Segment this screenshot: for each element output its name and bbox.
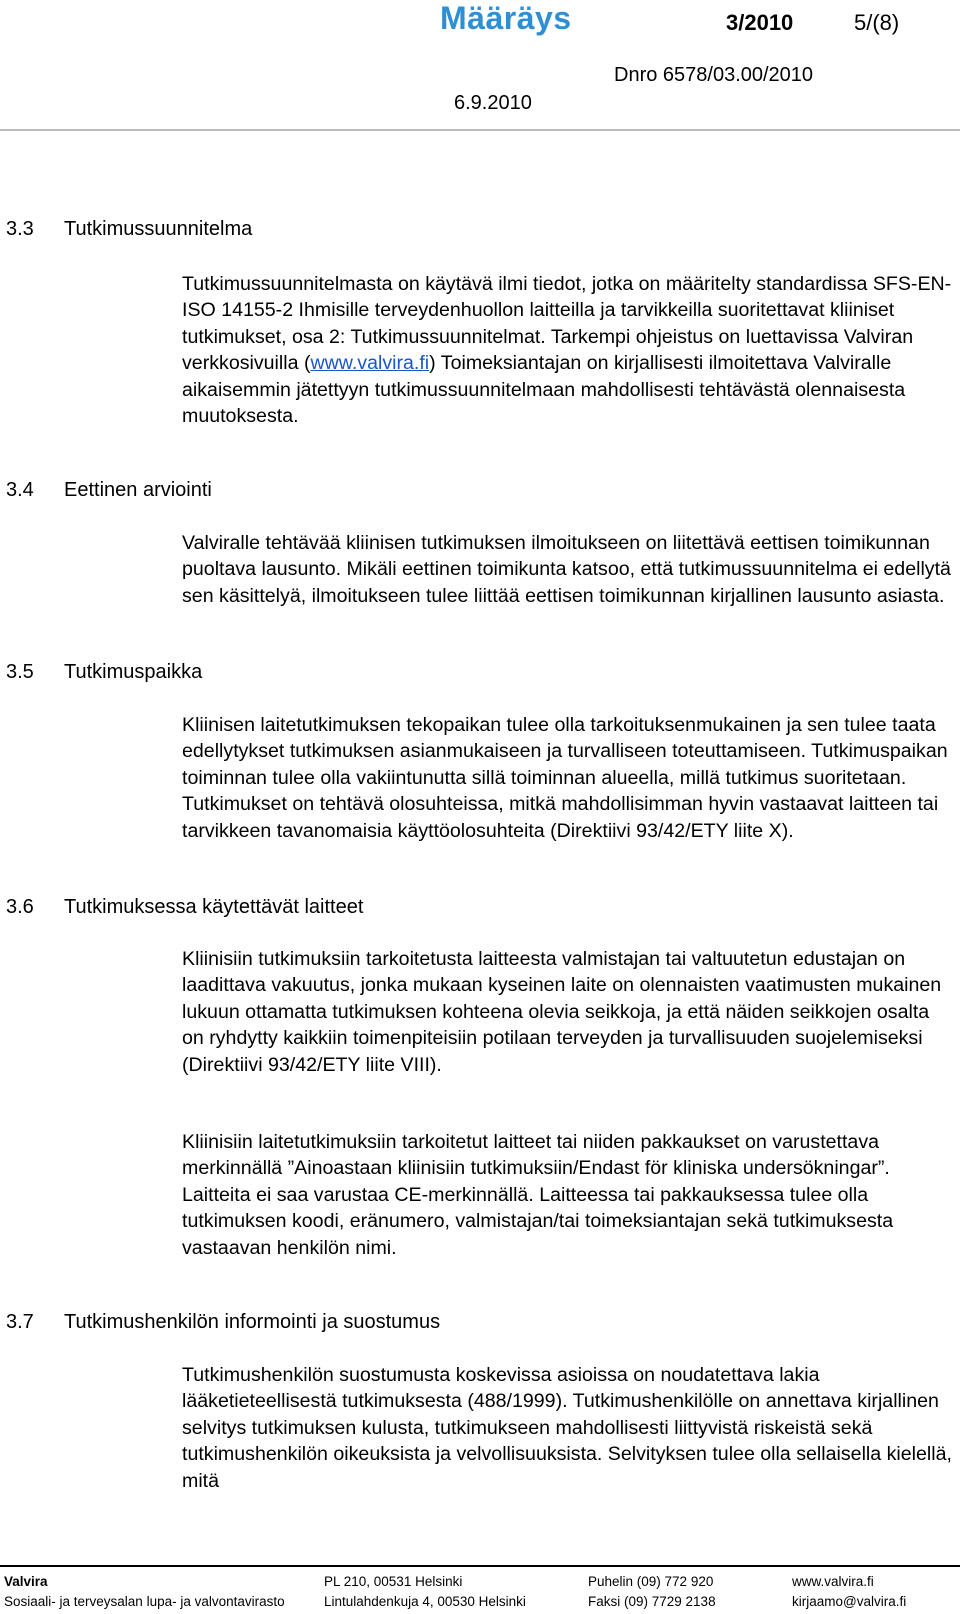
section-3-3-number: 3.3 [6,218,34,240]
section-3-7-title: Tutkimushenkilön informointi ja suostumus [64,1311,441,1333]
footer-email-link[interactable]: kirjaamo@valvira.fi [792,1594,907,1609]
footer-fax: Faksi (09) 7729 2138 [588,1594,716,1609]
footer-phone: Puhelin (09) 772 920 [588,1574,714,1589]
section-3-6-paragraph-2: Kliinisiin laitetutkimuksiin tarkoitetut laitteet tai niiden pakkaukset on varustettava merkinnällä ”Ainoastaan kliinisiin tutkimuksiin/Endast för kliniska undersökningar”. Laitteita ei saa varustaa CE-merkinnällä. Laitteessa tai pakkauksessa tulee olla tutkimuksen koodi, eränumero, valmistajan/tai toimeksiantajan sekä tutkimuksesta vastaavan henkilön nimi. [182,1131,894,1259]
section-3-5-number: 3.5 [6,661,34,683]
section-3-4-paragraph: Valviralle tehtävää kliinisen tutkimuksen ilmoitukseen on liitettävä eettisen toimikunnan puoltava lausunto. Mikäli eettinen toimikunta katsoo, että tutkimussuunnitelma ei edellytä sen käsittelyä, ilmoitukseen tulee liittää eettisen toimikunnan kirjallinen lausunto asiasta. [182,532,951,607]
footer-street-address: Lintulahdenkuja 4, 00530 Helsinki [324,1594,526,1609]
document-type-title: Määräys [440,0,572,36]
document-number: 3/2010 [726,10,794,35]
section-3-6-number: 3.6 [6,896,34,918]
footer-website-link[interactable]: www.valvira.fi [792,1574,874,1589]
section-3-5-paragraph: Kliinisen laitetutkimuksen tekopaikan tulee olla tarkoituksenmukainen ja sen tulee taata edellytykset tutkimuksen asianmukaiseen ja turvalliseen toteuttamiseen. Tutkimuspaikan toiminnan tulee olla vakiintunutta sillä toiminnan alueella, millä tutkimus suoritetaan. Tutkimukset on tehtävä olosuhteissa, mitkä mahdollisimman hyvin vastaavat laitteen tai tarvikkeen tavanomaisia käyttöolosuhteita (Direktiivi 93/42/ETY liite X). [182,714,948,842]
section-3-6-paragraph-1: Kliinisiin tutkimuksiin tarkoitetusta laitteesta valmistajan tai valtuutetun edustajan on laadittava vakuutus, jonka mukaan kyseinen laite on olennaisten vaatimusten mukainen lukuun ottamatta tutkimuksen kohteena olevia seikkoja, ja että näiden seikkojen osalta on ryhdytty kaikkiin toimenpiteisiin potilaan terveyden ja turvallisuuden suojelemiseksi (Direktiivi 93/42/ETY liite VIII). [182,948,942,1076]
section-3-7-number: 3.7 [6,1311,34,1333]
footer-org-full-name: Sosiaali- ja terveysalan lupa- ja valvontavirasto [4,1594,285,1609]
page-number: 5/(8) [854,10,900,35]
section-3-4-title: Eettinen arviointi [64,479,212,501]
register-number: Dnro 6578/03.00/2010 [614,64,814,86]
footer-org-name: Valvira [4,1574,48,1589]
valvira-website-link[interactable]: www.valvira.fi [310,352,430,375]
footer-divider [0,1565,960,1567]
document-date: 6.9.2010 [454,92,532,114]
section-3-5-title: Tutkimuspaikka [64,661,203,683]
paragraph-text: ) Toimeksiantajan on kirjallisesti ilmoitettava Valviralle aikaisemmin jätettyyn tutkimussuunnitelmaan mahdollisesti tehtävästä olennaisesta muutoksesta. [182,352,906,428]
section-3-3-paragraph [182,271,952,429]
footer-postal-address: PL 210, 00531 Helsinki [324,1574,463,1589]
header-divider [0,129,960,131]
paragraph-text: Tutkimussuunnitelmasta on käytävä ilmi tiedot, jotka on määritelty standardissa SFS-EN-ISO 14155-2 Ihmisille terveydenhuollon laitteilla ja tarvikkeilla suoritettavat kliiniset tutkimukset, osa 2: Tutkimussuunnitelmat. Tarkempi ohjeistus on luettavissa Valviran verkkosivuilla ( [182,273,952,375]
section-3-7-paragraph: Tutkimushenkilön suostumusta koskevissa asioissa on noudatettava lakia lääketieteellisestä tutkimuksesta (488/1999). Tutkimushenkilölle on annettava kirjallinen selvitys tutkimuksen kulusta, tutkimukseen mahdollisesti liittyvistä riskeistä sekä tutkimushenkilön oikeuksista ja velvollisuuksista. Selvityksen tulee olla sellaisella kielellä, mitä [182,1364,952,1492]
section-3-3-title: Tutkimussuunnitelma [64,218,253,240]
section-3-6-title: Tutkimuksessa käytettävät laitteet [64,896,364,918]
section-3-4-number: 3.4 [6,479,34,501]
